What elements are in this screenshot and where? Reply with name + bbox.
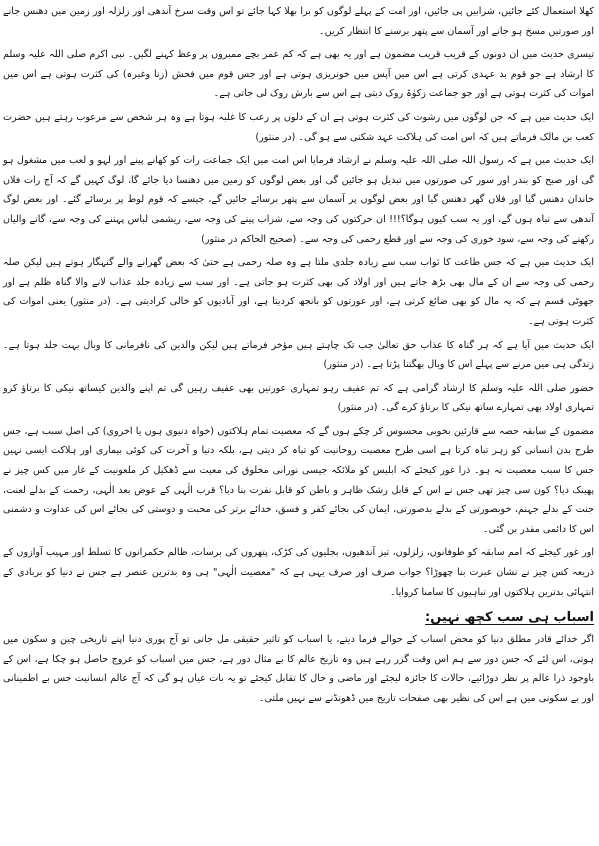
section-heading: اسباب ہی سب کچھ نہیں: xyxy=(425,610,594,626)
final-paragraph: اگر خدائے قادر مطلق دنیا کو محض اسباب کے حوالے فرما دیتے، یا اسباب کو تاثیر حقیقی مل جاتی تو آج پوری دنیا اپنے تاریخی چین و سکون میں ہوتی، اس لئے کہ جس دور سے ہم اس وقت گزر رہے ہیں وہ تاریخ عالم کا بے مثال دور ہے، جس میں اسباب کو عروج حاصل ہو چکا ہے، اس کے باوجود ذرا عالم پر نظر دوڑائیے، حالات کا جائزہ لیجئے اور ماضی و حال کا تقابل کیجئے تو یہ بات عیاں ہو گی کہ آج عالم انسانیت جس بے اطمینانی اور بے سکونی میں ہے اس کی نظیر بھی صفحات تاریخ میں ڈھونڈنے سے نہیں ملتی۔ xyxy=(3,634,594,704)
paragraph-2: تیسری حدیث میں ان دونوں کے قریب قریب مضمون ہے اور یہ بھی ہے کہ کم عمر بچے ممبروں پر وعظ کہنے لگیں۔ نبی اکرم صلی اللہ علیہ وسلم کا ارشاد ہے جو قوم بد عہدی کرتی ہے اس میں آپس میں خونریزی ہوتی ہے اور جس قوم میں فحش (زنا وغیرہ) کی کثرت ہوتی ہے اس میں اموات کی کثرت ہوتی ہے اور جو جماعت زکوٰۃ روک دیتی ہے اس سے بارش روک لی جاتی ہے۔ xyxy=(3,49,594,100)
paragraph-8: مضمون کے سابقہ حصہ سے قارئین بخوبی محسوس کر چکے ہوں گے کہ معصیت تمام ہلاکتوں (خواہ دنیوی ہوں یا اخروی) کی اصل سبب ہے، جس طرح بدن انسانی کو زہر تباہ کرتا ہے اسی طرح معصیت روحانیت کو تباہ کر دیتی ہے، بلکہ دنیا و آخرت کی کوئی بیماری اور ہلاکت ایسی نہیں جس کا سبب معصیت نہ ہو۔ ذرا غور کیجئے کہ ابلیس کو ملائکہ جیسی نورانی مخلوق کی معیت سے ڈھکیل کر ملعونیت کے غار میں کس چیز نے پھینک دیا؟ کون سی چیز تھی جس نے اس کے قابل رشک ظاہر و باطن کو قابل نفرت بنا دیا؟ قرب الٰہی کے عوض بعد الٰہی، رحمت کے بدلے لعنت، جنت کے بدلے جہنم، خوبصورتی کے بدلے بدصورتی، ایمان کی بجائے کفر و فسق، خدائے برتر کی محبت و دوستی کی بجائے اس کی عداوت و دشمنی اس کا دائمی مقدر بن گئی۔ xyxy=(3,425,594,535)
paragraph-5: ایک حدیث میں ہے کہ جس طاعت کا ثواب سب سے زیادہ جلدی ملتا ہے وہ صلہ رحمی ہے حتیٰ کہ بعض گھرانے والے گنہگار ہوتے ہیں لیکن صلہ رحمی کی وجہ سے ان کے مال بھی بڑھ جاتے ہیں اور اولاد کی بھی کثرت ہو جاتی ہے۔ اور سب سے زیادہ جلد عذاب لانے والا گناہ ظلم ہے اور جھوٹی قسم ہے کہ یہ مال کو بھی ضائع کرتی ہے، اور عورتوں کو بانجھ کردیتا ہے، اور آبادیوں کو خالی کرادیتی ہے۔ (در منثور) یعنی اموات کی کثرت ہوتی ہے۔ xyxy=(3,257,594,327)
paragraph-4: ایک حدیث میں ہے کہ رسول اللہ صلی اللہ علیہ وسلم نے ارشاد فرمایا اس امت میں ایک جماعت رات کو کھانے پینے اور لہو و لعب میں مشغول ہو گی اور صبح کو بندر اور سور کی صورتوں میں تبدیل ہو جائیں گی اور بعض لوگوں کو زمین میں دھنسا دیا جائے گا، لوگ کہیں گے کہ آج رات فلاں خاندان دھنس گیا اور فلاں گھر دھنس گیا اور بعض لوگوں پر آسمان سے پتھر برسائے جائیں گے، جیسے کہ قوم لوط پر برسائے گئے۔ اور بعض لوگ آندھی سے تباہ ہوں گے، اور یہ سب کیوں ہوگا؟!!! ان حرکتوں کی وجہ سے، شراب پینے کی وجہ سے، ریشمی لباس پہننے کی وجہ سے، گانے والیاں رکھنے کی وجہ سے، سود خوری کی وجہ سے اور قطع رحمی کی وجہ سے۔ (صحیح الحاکم در منثور) xyxy=(3,155,594,245)
document-page xyxy=(3,2,594,844)
paragraph-3: ایک حدیث میں ہے کہ جن لوگوں میں رشوت کی کثرت ہوتی ہے ان کے دلوں پر رعب کا غلبہ ہوتا ہے وہ ہر شخص سے مرعوب رہتے ہیں حضرت کعب بن مالک فرماتے ہیں کہ اس امت کی ہلاکت عہد شکنی سے ہو گی۔ (در منثور) xyxy=(3,111,594,143)
paragraph-1: کھلا استعمال کئے جائیں، شرابیں پی جائیں، اور امت کے پہلے لوگوں کو برا بھلا کہا جائے تو اس وقت سرخ آندھی اور زلزلہ اور زمین میں دھنس جانے اور صورتیں مسخ ہو جانے اور آسمان سے پتھر برسنے کا انتظار کریں۔ xyxy=(3,6,594,37)
paragraph-7: حضور صلی اللہ علیہ وسلم کا ارشاد گرامی ہے کہ تم عفیف رہو تمہاری عورتیں بھی عفیف رہیں گی تم اپنے والدین کیساتھ نیکی کا برتاؤ کرو تمہاری اولاد بھی تمہارے ساتھ نیکی کا برتاؤ کرے گی۔ (در منثور) xyxy=(3,382,594,414)
paragraph-9: اور غور کیجئے کہ امم سابقہ کو طوفانوں، زلزلوں، تیز آندھیوں، بجلیوں کی کڑک، پتھروں کی برسات، ظالم حکمرانوں کا تسلط اور مہیب آوازوں کے ذریعہ کس چیز نے نشان عبرت بنا چھوڑا؟ جواب صرف اور صرف یہی ہے کہ "معصیت الٰہی" ہی وہ بدترین عنصر ہے جس نے دنیا کو بربادی کے انتہائی بدترین ہلاکتوں اور تباہیوں کا سامنا کروایا۔ xyxy=(3,547,594,598)
paragraph-6: ایک حدیث میں آیا ہے کہ ہر گناہ کا عذاب حق تعالیٰ جب تک چاہتے ہیں مؤخر فرماتے ہیں لیکن والدین کی نافرمانی کا وبال بہت جلد ہوتا ہے۔ زندگی ہی میں مرنے سے پہلے اس کا وبال بھگتنا پڑتا ہے۔ (در منثور) xyxy=(3,339,594,371)
